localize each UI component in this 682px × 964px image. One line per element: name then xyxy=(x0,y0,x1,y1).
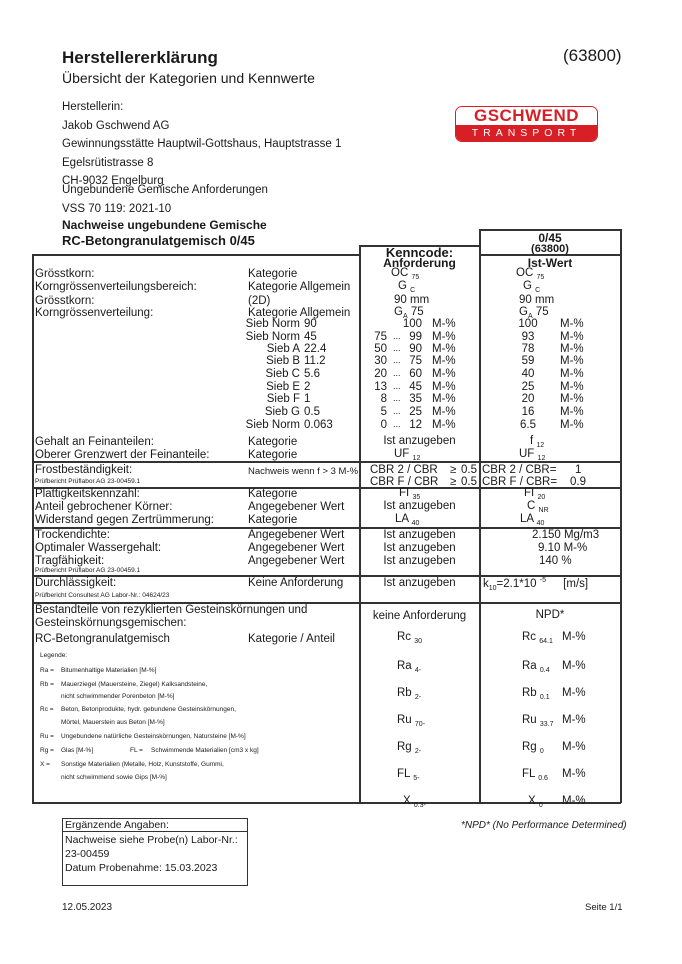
req-min: 5 xyxy=(380,406,387,418)
req-max: 90 xyxy=(409,343,422,355)
row-type: Kategorie xyxy=(248,268,298,280)
act-value: f xyxy=(530,435,534,447)
act-unit: M-% xyxy=(560,331,584,343)
sieve-size: 0.5 xyxy=(304,406,320,418)
req-value: G xyxy=(394,306,403,318)
row-type: Angegebener Wert xyxy=(248,529,345,541)
sieve-name: Sieb F xyxy=(266,393,300,405)
req-value: Ist anzugeben xyxy=(383,542,456,554)
req-unit: M-% xyxy=(432,406,456,418)
act-value: 90 mm xyxy=(519,294,555,306)
req-value: Ist anzugeben xyxy=(383,577,456,589)
act-value: 78 xyxy=(521,343,535,355)
manufacturer-name: Jakob Gschwend AG xyxy=(62,119,170,132)
constituent-unit: M-% xyxy=(562,660,586,672)
constituent-unit: M-% xyxy=(562,687,586,699)
document-title: Herstellererklärung xyxy=(62,48,218,67)
req-value: UF xyxy=(394,448,410,460)
row-type: Kategorie xyxy=(248,488,298,500)
req-unit: M-% xyxy=(432,419,456,431)
constituent-act: Ru $_{33.7}$ xyxy=(522,714,554,728)
act-value: 93 xyxy=(521,331,535,343)
act-unit: M-% xyxy=(560,419,584,431)
act-value: CBR 2 / CBR= xyxy=(482,464,557,476)
legend-text: Schwimmende Materialien [cm3 x kg] xyxy=(151,747,259,754)
constituent-act: Ra $_{0.4}$ xyxy=(522,660,550,674)
sieve-size: 45 xyxy=(304,331,317,343)
legend-key: Ra = xyxy=(40,667,54,674)
row-type: Angegebener Wert xyxy=(248,501,345,513)
act-value: 20 xyxy=(521,393,535,405)
row-type: Kategorie xyxy=(248,436,298,448)
section-subtitle: Nachweise ungebundene Gemische xyxy=(62,218,267,232)
constituent-req: X $_{0.3-}$ xyxy=(403,795,426,809)
req-value: CBR F / CBR xyxy=(370,476,439,488)
constituents-req: keine Anforderung xyxy=(372,610,467,622)
range-separator: ... xyxy=(393,406,401,416)
standard-line1: Ungebundene Gemische Anforderungen xyxy=(62,184,268,196)
row-label: Korngrössenverteilungsbereich: xyxy=(35,281,197,293)
manufacturer-site: Gewinnungsstätte Hauptwil-Gottshaus, Hauptstrasse 1 xyxy=(62,138,342,150)
constituents-label-1: Bestandteile von rezyklierten Gesteinskörnungen und xyxy=(35,604,308,616)
supplementary-title: Ergänzende Angaben: xyxy=(63,819,247,832)
standard-block xyxy=(62,181,268,218)
req-unit: M-% xyxy=(432,343,456,355)
legend-key: Ru = xyxy=(40,733,54,740)
sieve-name: Sieb A xyxy=(266,343,300,355)
row-type: Angegebener Wert xyxy=(248,542,345,554)
footer-date: 12.05.2023 xyxy=(62,902,113,913)
kenncode-header: Kenncode: xyxy=(385,245,454,260)
row-type: (2D) xyxy=(248,295,271,307)
row-label: Trockendichte: xyxy=(35,529,110,541)
constituent-unit: M-% xyxy=(562,741,586,753)
supplementary-box xyxy=(62,818,248,886)
range-separator: ... xyxy=(393,393,401,403)
sieve-name: Sieb Norm xyxy=(245,331,300,343)
row-label: Durchlässigkeit: xyxy=(35,577,117,589)
range-separator: ... xyxy=(393,419,401,429)
permeability-value: $k_{10}=2.1*10$ $^{-5}$ [m/s] xyxy=(483,577,589,592)
requirement-header: Anforderung xyxy=(383,256,456,270)
req-min: 13 xyxy=(374,381,387,393)
legend-text: Mörtel, Mauerstein aus Beton [M-%] xyxy=(61,719,165,726)
constituents-type: Kategorie / Anteil xyxy=(248,633,335,645)
act-unit: M-% xyxy=(560,406,584,418)
req-value: Ist anzugeben xyxy=(383,529,456,541)
req-unit: M-% xyxy=(432,355,456,367)
legend-text: Mauerziegel (Mauersteine, Ziegel) Kalksandsteine, xyxy=(61,681,208,688)
test-report-ref: Prüfbericht Prüflabor AG 23-00459.1 xyxy=(35,478,141,485)
logo-top-text: GSCHWEND xyxy=(456,107,597,125)
supplementary-line2: 23-00459 xyxy=(65,848,110,860)
row-label: Korngrössenverteilung: xyxy=(35,307,154,319)
row-label: Grösstkorn: xyxy=(35,268,95,280)
product-code: (63800) xyxy=(531,243,569,255)
legend-key: X = xyxy=(40,761,50,768)
req-value: 90 mm xyxy=(394,294,430,306)
legend-key: Rc = xyxy=(40,706,54,713)
constituent-unit: M-% xyxy=(562,631,586,643)
act-unit: M-% xyxy=(560,343,584,355)
req-max: 60 xyxy=(409,368,422,380)
req-value: Ist anzugeben xyxy=(383,500,456,512)
constituent-req: Ru $_{70-}$ xyxy=(397,714,426,728)
row-label: Plattigkeitskennzahl: xyxy=(35,488,140,500)
row-type: Kategorie Allgemein xyxy=(248,307,351,319)
constituent-act: FL $_{0.6}$ xyxy=(522,768,548,782)
act-value: LA xyxy=(520,513,534,525)
act-value: UF xyxy=(519,448,535,460)
actual-header: Ist-Wert xyxy=(527,256,573,270)
row-label: Tragfähigkeit: xyxy=(35,555,105,567)
act-value: FI xyxy=(524,487,535,499)
document-subtitle: Übersicht der Kategorien und Kennwerte xyxy=(62,70,315,86)
legend-key: FL = xyxy=(130,747,143,754)
row-label: Widerstand gegen Zertrümmerung: xyxy=(35,514,214,526)
req-min: 0 xyxy=(380,419,387,431)
legend-text: Glas [M-%] xyxy=(61,747,94,754)
range-separator: ... xyxy=(393,355,401,365)
sieve-name: Sieb E xyxy=(266,381,300,393)
req-max: 12 xyxy=(409,419,422,431)
table-border xyxy=(359,245,361,803)
act-unit: M-% xyxy=(560,393,584,405)
constituent-act: Rb $_{0.1}$ xyxy=(522,687,550,701)
supplementary-line3: Datum Probenahme: 15.03.2023 xyxy=(65,862,218,874)
legend-title: Legende: xyxy=(40,652,68,659)
row-label: Gehalt an Feinanteilen: xyxy=(35,436,154,448)
req-value: LA xyxy=(395,513,409,525)
req-value: Ist anzugeben xyxy=(383,435,456,447)
constituent-act: X $_0$ xyxy=(528,795,543,809)
standard-line2: VSS 70 119: 2021-10 xyxy=(62,202,172,215)
act-value: 59 xyxy=(521,355,535,367)
act-unit: M-% xyxy=(560,318,584,330)
req-min: 50 xyxy=(374,343,387,355)
act-value: 40 xyxy=(521,368,535,380)
manufacturer-label: Herstellerin: xyxy=(62,101,124,113)
req-unit: M-% xyxy=(432,381,456,393)
row-type: Keine Anforderung xyxy=(248,577,344,589)
table-border xyxy=(32,461,621,463)
constituent-unit: M-% xyxy=(562,795,586,807)
sieve-size: 2 xyxy=(304,381,311,393)
legend-text: nicht schwimmend sowie Gips [M-%] xyxy=(61,774,167,781)
row-label: Frostbeständigkeit: xyxy=(35,464,133,476)
req-min: 20 xyxy=(374,368,387,380)
document-number: (63800) xyxy=(563,46,622,65)
range-separator: ... xyxy=(393,331,401,341)
table-border xyxy=(620,229,622,803)
sieve-name: Sieb B xyxy=(266,355,300,367)
legend-key: Rg = xyxy=(40,747,54,754)
req-value: Ist anzugeben xyxy=(383,555,456,567)
constituent-req: FL $_{5-}$ xyxy=(397,768,420,782)
row-type: Nachweis wenn f > 3 M-% xyxy=(248,466,359,477)
range-separator: ... xyxy=(393,343,401,353)
table-border xyxy=(32,254,360,256)
constituents-product: RC-Betongranulatgemisch xyxy=(35,633,170,645)
req-max: 99 xyxy=(409,331,422,343)
req-value: G xyxy=(398,280,407,292)
range-separator: ... xyxy=(393,381,401,391)
req-value: CBR 2 / CBR xyxy=(370,464,438,476)
act-value: G xyxy=(523,280,532,292)
req-min: 75 xyxy=(374,331,387,343)
req-max: 35 xyxy=(409,393,422,405)
req-unit: M-% xyxy=(432,331,456,343)
act-value: CBR F / CBR= xyxy=(482,476,558,488)
row-label: Optimaler Wassergehalt: xyxy=(35,542,162,554)
legend-text: Sonstige Materialien (Metalle, Holz, Kunststoffe, Gummi, xyxy=(61,761,224,768)
req-max: 45 xyxy=(409,381,422,393)
constituent-req: Ra $_{4-}$ xyxy=(397,660,422,674)
act-unit: M-% xyxy=(560,368,584,380)
act-unit: M-% xyxy=(560,355,584,367)
act-subscript: C xyxy=(535,287,541,294)
constituent-req: Rc $_{30}$ xyxy=(397,631,423,645)
constituent-act: Rc $_{64.1}$ xyxy=(522,631,553,645)
test-report-ref: Prüfbericht Consultest AG Labor-Nr.: 04624/23 xyxy=(35,592,170,599)
sieve-name: Sieb G xyxy=(264,406,300,418)
constituent-unit: M-% xyxy=(562,768,586,780)
req-max: 100 xyxy=(402,318,422,330)
legend-text: Beton, Betonprodukte, hydr. gebundene Gesteinskörnungen, xyxy=(61,706,236,713)
footer-page: Seite 1/1 xyxy=(585,902,623,913)
row-label: Anteil gebrochener Körner: xyxy=(35,501,173,513)
supplementary-line1: Nachweise siehe Probe(n) Labor-Nr.: xyxy=(65,834,238,846)
req-min: 8 xyxy=(380,393,387,405)
section-title: RC-Betongranulatgemisch 0/45 xyxy=(62,233,255,248)
company-logo xyxy=(455,106,598,142)
act-value: 6.5 xyxy=(520,419,536,431)
sieve-size: 5.6 xyxy=(304,368,320,380)
range-separator: ... xyxy=(393,368,401,378)
sieve-name: Sieb Norm xyxy=(245,419,300,431)
manufacturer-street: Egelsrütistrasse 8 xyxy=(62,156,154,169)
row-type: Kategorie xyxy=(248,449,298,461)
row-type: Kategorie Allgemein xyxy=(248,281,351,293)
act-value: C xyxy=(527,500,536,512)
req-value: FI xyxy=(399,487,410,499)
act-value: 16 xyxy=(521,406,535,418)
req-value: OC xyxy=(391,267,409,279)
sieve-size: 1 xyxy=(304,393,311,405)
req-unit: M-% xyxy=(432,393,456,405)
constituent-req: Rg $_{2-}$ xyxy=(397,741,422,755)
act-value: 140 % xyxy=(539,555,572,567)
constituent-unit: M-% xyxy=(562,714,586,726)
req-subscript: C xyxy=(410,287,416,294)
test-report-ref: Prüfbericht Prüflabor AG 23-00459.1 xyxy=(35,567,141,574)
row-label: Oberer Grenzwert der Feinanteile: xyxy=(35,449,210,461)
act-value: 9.10 M-% xyxy=(538,542,588,554)
req-max: 25 xyxy=(409,406,422,418)
req-unit: M-% xyxy=(432,318,456,330)
table-border xyxy=(479,254,481,803)
sieve-size: 22.4 xyxy=(304,343,327,355)
row-label: Grösstkorn: xyxy=(35,295,95,307)
act-subscript: 75 xyxy=(536,274,545,281)
act-value: G xyxy=(519,306,528,318)
row-type: Kategorie xyxy=(248,514,298,526)
sieve-name: Sieb C xyxy=(265,368,300,380)
sieve-size: 0.063 xyxy=(304,419,333,431)
npd-note: *NPD* (No Performance Determined) xyxy=(461,820,627,831)
req-subscript: 75 xyxy=(411,274,420,281)
act-value: OC xyxy=(516,267,534,279)
logo-bottom-text: TRANSPORT xyxy=(456,125,597,141)
legend-text: Bitumenhaltige Materialien [M-%] xyxy=(61,667,157,674)
act-value: 2.150 Mg/m3 xyxy=(532,529,600,541)
req-max: 75 xyxy=(409,355,422,367)
act-value: 25 xyxy=(521,381,535,393)
sieve-size: 90 xyxy=(304,318,317,330)
row-type: Angegebener Wert xyxy=(248,555,345,567)
legend-key: Rb = xyxy=(40,681,54,688)
constituents-act: NPD* xyxy=(535,609,565,621)
constituents-label-2: Gesteinskörnungsgemischen: xyxy=(35,617,187,629)
req-unit: M-% xyxy=(432,368,456,380)
act-unit: M-% xyxy=(560,381,584,393)
legend-text: nicht schwimmender Porenbeton [M-%] xyxy=(61,693,175,700)
req-min: 30 xyxy=(374,355,387,367)
legend-text: Ungebundene natürliche Gesteinskörnungen, Natursteine [M-%] xyxy=(61,733,246,740)
table-border xyxy=(32,254,34,803)
product-size: 0/45 xyxy=(538,231,562,245)
sieve-name: Sieb Norm xyxy=(245,318,300,330)
constituent-req: Rb $_{2-}$ xyxy=(397,687,422,701)
manufacturer-block xyxy=(62,98,341,191)
manufacturer-city: CH-9032 Engelburg xyxy=(62,175,164,187)
sieve-size: 11.2 xyxy=(304,355,326,367)
act-value: 100 xyxy=(518,318,538,330)
constituent-act: Rg $_0$ xyxy=(522,741,544,755)
